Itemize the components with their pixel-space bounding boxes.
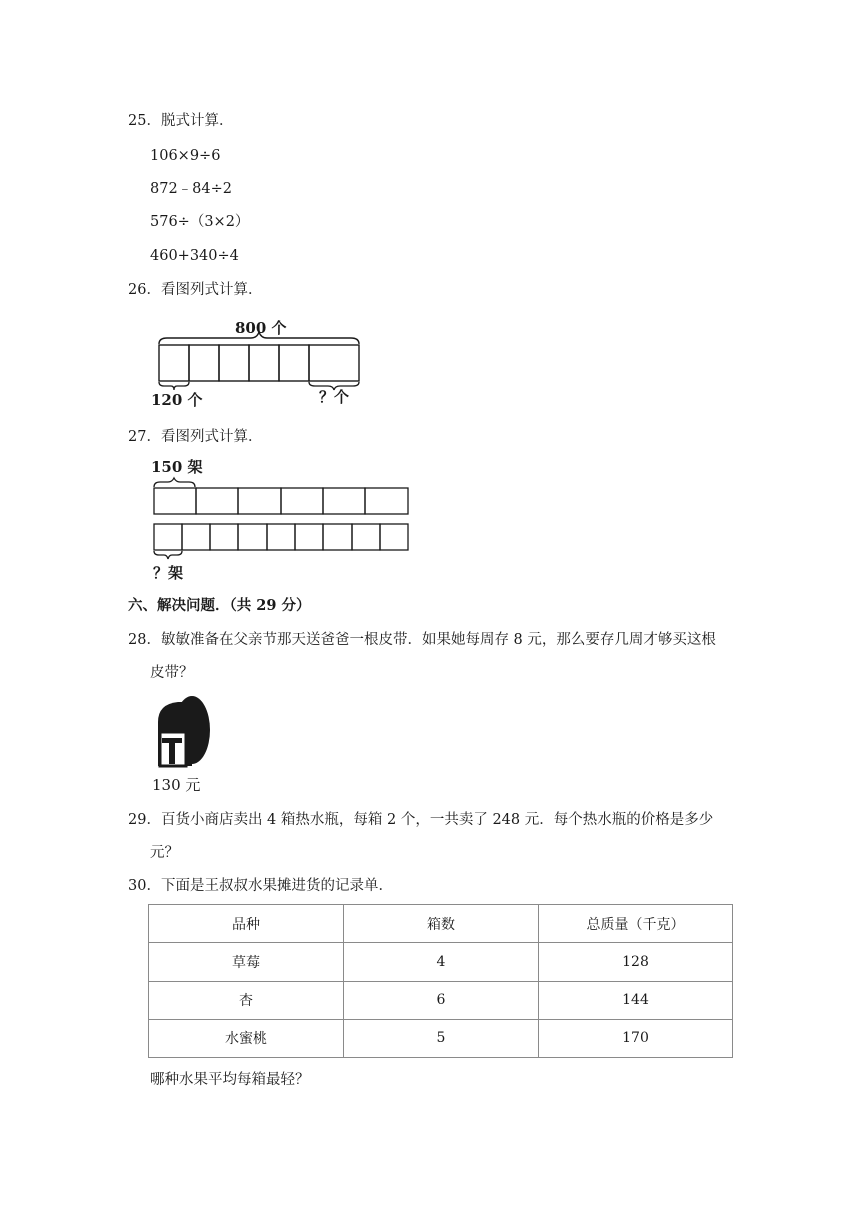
q26-box-6 (309, 345, 359, 381)
q29-line1: 29．百货小商店卖出 4 箱热水瓶，每箱 2 个，一共卖了 248 元．每个热水瓶的价格是多少 (128, 812, 714, 828)
q27-bottom-box-8 (352, 524, 380, 550)
q27-bottom-box-7 (323, 524, 352, 550)
q27-top-box-1 (154, 488, 196, 514)
belt-price-label: 130 元 (152, 776, 201, 794)
q26-diagram (145, 314, 385, 414)
section6-title: 六、解决问题．（共 29 分） (128, 597, 311, 614)
q26-box-4 (249, 345, 279, 381)
q26-total-label: 800 个 (235, 319, 287, 337)
cell-mass: 170 (539, 1019, 733, 1057)
cell-boxes: 5 (344, 1019, 539, 1057)
q26-box-2 (189, 345, 219, 381)
cell-variety: 杏 (149, 981, 344, 1019)
q26-total-brace (159, 332, 359, 344)
q26-box-5 (279, 345, 309, 381)
cell-variety: 草莓 (149, 943, 344, 981)
q26-box-3 (219, 345, 249, 381)
q28-line2: 皮带？ (150, 665, 194, 681)
cell-variety: 水蜜桃 (149, 1019, 344, 1057)
q27-bottom-box-9 (380, 524, 408, 550)
q27-diagram (145, 454, 415, 584)
q27-bottom-box-3 (210, 524, 238, 550)
table-header-row (149, 905, 733, 943)
q28-line1: 28．敏敏准备在父亲节那天送爸爸一根皮带．如果她每周存 8 元，那么要存几周才够买这根 (128, 632, 716, 648)
cell-mass: 128 (539, 943, 733, 981)
cell-boxes: 4 (344, 943, 539, 981)
header-variety: 品种 (149, 905, 344, 943)
q27-bottom-box-5 (267, 524, 295, 550)
q29-line2: 元？ (150, 845, 179, 861)
q27-top-label: 150 架 (151, 458, 203, 476)
cell-boxes: 6 (344, 981, 539, 1019)
header-total-mass: 总质量（千克） (539, 905, 733, 943)
q26-last-label: ？个 (319, 388, 350, 406)
q25-item-3: 576÷（3×2） (150, 214, 250, 230)
q26-title: 26．看图列式计算． (128, 282, 263, 298)
q25-item-2: 872﹣84÷2 (150, 181, 233, 197)
q27-bottom-box-6 (295, 524, 323, 550)
q27-top-box-3 (238, 488, 281, 514)
q27-bottom-box-1 (154, 524, 182, 550)
q27-bottom-label: ？架 (153, 564, 184, 582)
q25-item-1: 106×9÷6 (150, 148, 221, 164)
q27-top-box-6 (365, 488, 408, 514)
table-row (149, 981, 733, 1019)
q25-title: 25．脱式计算． (128, 113, 234, 129)
q27-bottom-box-4 (238, 524, 267, 550)
q27-top-box-5 (323, 488, 365, 514)
q27-bottom-box-2 (182, 524, 210, 550)
q27-top-box-4 (281, 488, 323, 514)
fruit-record-table (148, 904, 733, 1058)
q26-first-label: 120 个 (151, 391, 203, 409)
header-boxes: 箱数 (344, 905, 539, 943)
q30-question: 哪种水果平均每箱最轻？ (150, 1072, 310, 1088)
q30-title: 30．下面是王叔叔水果摊进货的记录单． (128, 878, 393, 894)
table-row (149, 1019, 733, 1057)
table-row (149, 943, 733, 981)
q25-item-4: 460+340÷4 (150, 248, 239, 264)
q27-title: 27．看图列式计算． (128, 429, 263, 445)
q26-first-brace (159, 382, 189, 390)
cell-mass: 144 (539, 981, 733, 1019)
q26-box-1 (159, 345, 189, 381)
q27-bottom-brace (154, 551, 182, 559)
q27-top-box-2 (196, 488, 238, 514)
belt-image (148, 692, 218, 794)
q27-top-brace (154, 478, 195, 487)
